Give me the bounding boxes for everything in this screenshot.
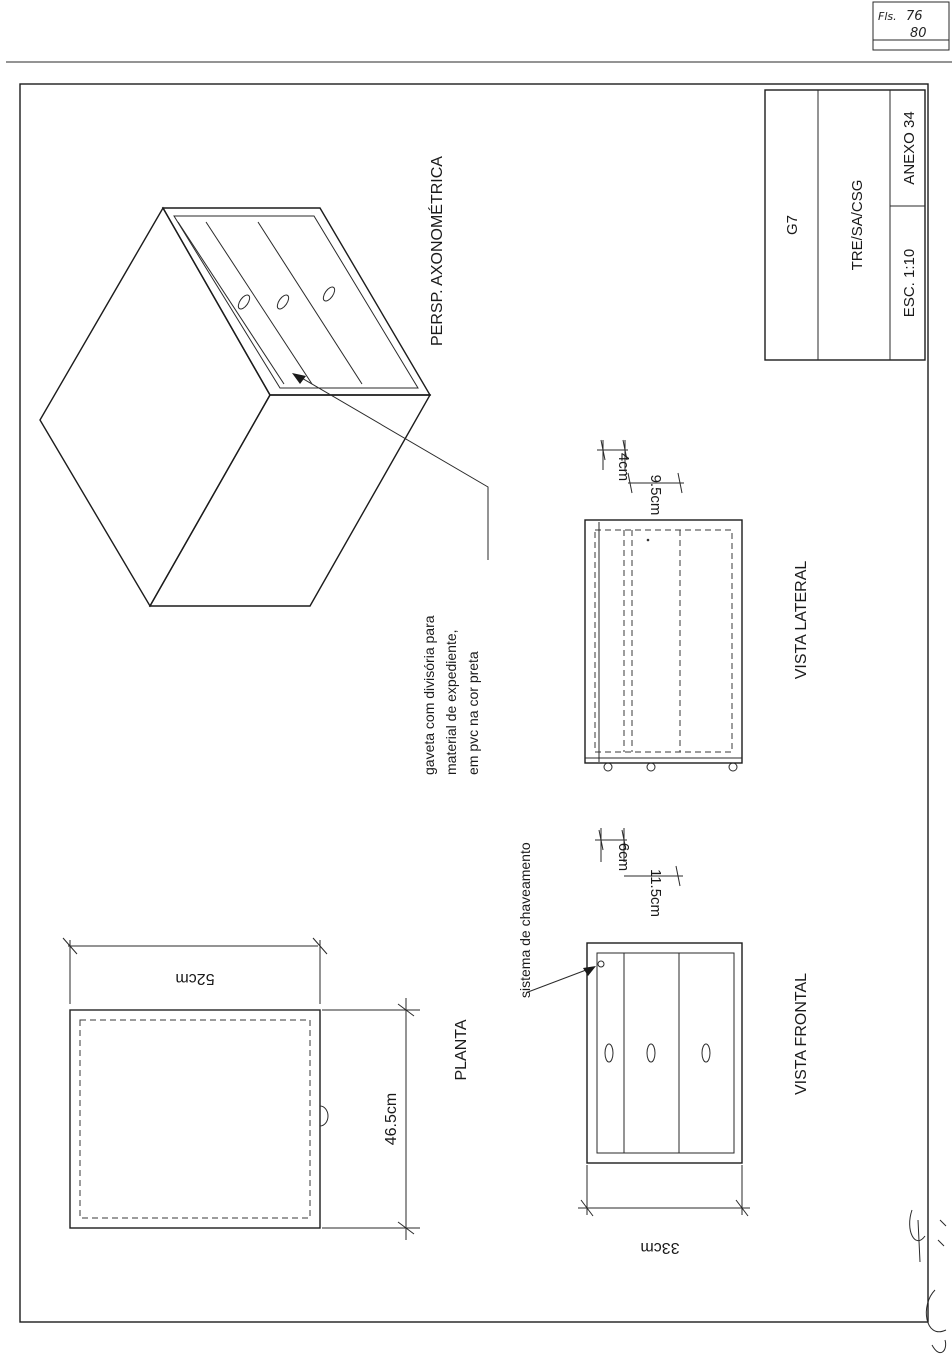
drawer-leader-arrow (292, 373, 306, 384)
drawer-note-line-3: em pvc na cor preta (465, 651, 481, 775)
axonometric-view-title: PERSP. AXONOMÉTRICA (429, 156, 446, 346)
lock-leader-line (528, 967, 594, 992)
side-caster-1 (604, 763, 612, 771)
plan-view (63, 938, 470, 1240)
title-scale: ESC. 1:10 (901, 248, 918, 318)
front-top-drawer-dimension: 6cm (615, 842, 632, 872)
plan-width-dimension: 52cm (175, 970, 215, 987)
side-drawer-dimension: 9.5cm (647, 474, 664, 516)
axonometric-handle-1 (236, 293, 252, 311)
plan-depth-dimension: 46.5cm (383, 1092, 400, 1146)
protocol-stamp (873, 2, 949, 50)
side-view (585, 440, 810, 771)
front-width-dimension: 33cm (640, 1239, 680, 1256)
side-caster-3 (729, 763, 737, 771)
side-caster-2 (647, 763, 655, 771)
drawer-note (421, 615, 481, 775)
front-handle-3 (702, 1044, 710, 1062)
drawer-line-3 (258, 222, 362, 384)
axonometric-view (40, 156, 488, 606)
drawer-note-line-2: material de expediente, (443, 629, 459, 775)
plan-handle (320, 1106, 328, 1126)
drawer-line-1 (178, 222, 284, 384)
front-view (578, 828, 810, 1256)
front-view-title: VISTA FRONTAL (793, 972, 810, 1096)
title-department: TRE/SA/CSG (849, 179, 866, 271)
title-annex: ANEXO 34 (901, 111, 918, 185)
title-block (765, 90, 925, 360)
drawer-leader-line (300, 377, 488, 560)
axonometric-handle-2 (275, 293, 291, 311)
lock-symbol (598, 961, 604, 967)
stamp-number-bottom: 80 (910, 26, 927, 41)
side-view-title: VISTA LATERAL (793, 560, 810, 680)
stamp-label: Fls. (878, 10, 897, 23)
plan-view-title: PLANTA (453, 1019, 470, 1081)
cabinet-side-face (150, 395, 430, 606)
front-handle-2 (647, 1044, 655, 1062)
cabinet-front-inset (174, 216, 418, 388)
stamp-number-top: 76 (906, 9, 923, 24)
lock-note-text: sistema de chaveamento (517, 842, 533, 998)
lock-note (517, 842, 596, 998)
front-drawer-dimension: 11.5cm (647, 868, 664, 918)
side-top-dimension: 4cm (615, 452, 632, 482)
axonometric-handle-3 (321, 285, 337, 303)
drawer-note-line-1: gaveta com divisória para (421, 615, 437, 775)
cabinet-front-face (163, 208, 430, 395)
title-code: G7 (784, 214, 801, 236)
lock-leader-arrow (583, 966, 596, 976)
front-handle-1 (605, 1044, 613, 1062)
drawer-line-2 (206, 222, 312, 384)
